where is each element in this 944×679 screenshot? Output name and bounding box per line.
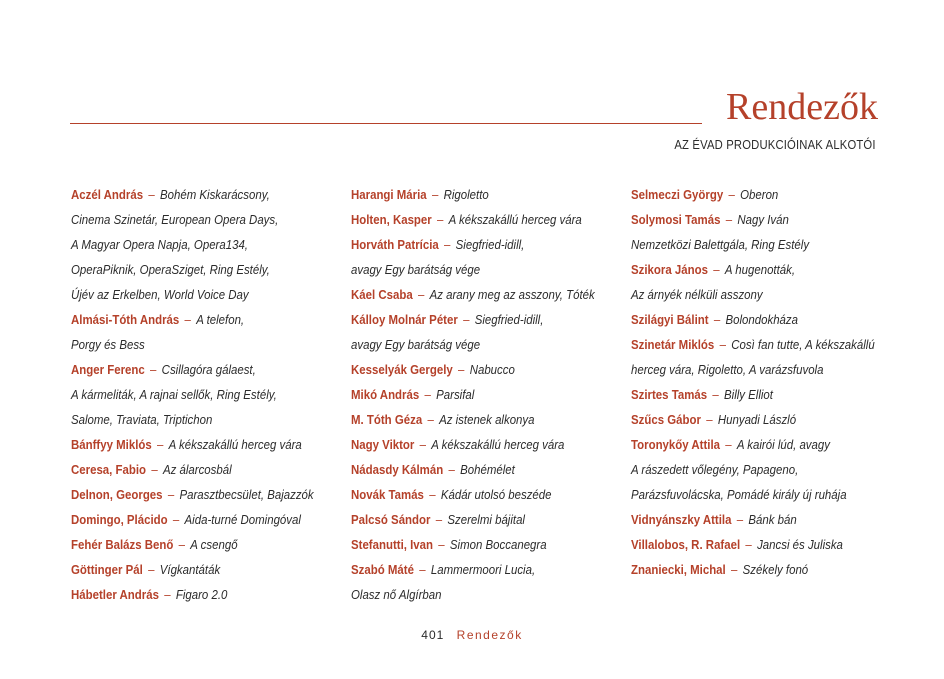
director-entry [71,560,322,585]
director-entry [71,460,322,485]
production-titles: Szerelmi bájital [447,512,525,527]
director-entry [351,360,602,385]
director-name: Mikó András [351,387,420,402]
director-entry [631,310,882,335]
production-titles: Nemzetközi Balettgála, Ring Estély [631,237,810,252]
separator-dash: – [448,462,455,477]
separator-dash: – [712,387,719,402]
director-entry [71,535,322,560]
director-name: Solymosi Tamás [631,212,721,227]
director-entry [71,585,322,610]
director-name: Delnon, Georges [71,487,163,502]
separator-dash: – [706,412,713,427]
production-titles: Parasztbecsület, Bajazzók [179,487,314,502]
separator-dash: – [431,187,439,202]
director-entry [631,435,882,460]
production-titles: A kékszakállú herceg vára [448,212,582,227]
production-titles: Olasz nő Algírban [351,587,442,602]
director-entry [71,310,322,335]
director-entry [351,560,602,585]
director-name: Toronykőy Attila [631,437,720,452]
director-entry [351,460,602,485]
separator-dash: – [178,537,186,552]
page-subtitle: AZ ÉVAD PRODUKCIÓINAK ALKOTÓI [674,138,876,152]
director-entry-continuation [351,335,602,360]
director-name: Kálloy Molnár Péter [351,312,458,327]
production-titles: A kármeliták, A rajnai sellők, Ring Estély, [71,387,277,402]
footer-section-label: Rendezők [456,628,523,642]
separator-dash: – [167,487,175,502]
director-entry-continuation [71,260,322,285]
director-entry [71,185,322,210]
separator-dash: – [444,237,451,252]
production-titles: A csengő [190,537,238,552]
director-name: Bánffyy Miklós [71,437,152,452]
production-titles: Parázsfuvolácska, Pomádé király új ruhája [631,487,847,502]
separator-dash: – [429,487,436,502]
director-entry [631,410,882,435]
director-name: Novák Tamás [351,487,424,502]
separator-dash: – [458,362,465,377]
director-entry [631,535,882,560]
director-entry-continuation [631,460,882,485]
director-name: Nádasdy Kálmán [351,462,444,477]
director-entry [71,360,322,385]
director-name: Horváth Patrícia [351,237,439,252]
director-name: Nagy Viktor [351,437,415,452]
director-entry [631,335,882,360]
separator-dash: – [713,262,720,277]
director-entry [351,185,602,210]
production-titles: A kékszakállú herceg vára [431,437,565,452]
director-name: Káel Csaba [351,287,413,302]
director-entry [351,235,602,260]
production-titles: Porgy és Bess [71,337,145,352]
production-titles: Nagy Iván [737,212,789,227]
production-titles: Bohémélet [460,462,515,477]
production-titles: Az álarcosbál [162,462,232,477]
director-entry [351,435,602,460]
separator-dash: – [151,462,158,477]
separator-dash: – [745,537,752,552]
separator-dash: – [427,412,434,427]
director-name: Kesselyák Gergely [351,362,453,377]
director-name: Hábetler András [71,587,159,602]
director-entry [631,560,882,585]
production-titles: Az árnyék nélküli asszony [631,287,763,302]
director-entry-continuation [351,585,602,610]
production-titles: Siegfried-idill, [474,312,544,327]
production-titles: Così fan tutte, A kékszakállú [731,337,875,352]
director-name: Villalobos, R. Rafael [631,537,741,552]
production-titles: Oberon [740,187,779,202]
production-titles: Újév az Erkelben, World Voice Day [71,287,249,302]
director-entry-continuation [71,385,322,410]
director-entry-continuation [71,210,322,235]
separator-dash: – [157,437,164,452]
production-titles: Aida-turné Domingóval [184,512,301,527]
director-name: Szinetár Miklós [631,337,715,352]
production-titles: A kékszakállú herceg vára [168,437,302,452]
production-titles: Cinema Szinetár, European Opera Days, [71,212,279,227]
separator-dash: – [719,337,726,352]
production-titles: Az istenek alkonya [439,412,535,427]
production-titles: avagy Egy barátság vége [351,337,481,352]
separator-dash: – [731,562,738,577]
separator-dash: – [728,187,735,202]
production-titles: Salome, Traviata, Triptichon [71,412,213,427]
director-name: Selmeczi György [631,187,724,202]
director-entry [71,485,322,510]
director-name: Aczél András [71,187,144,202]
production-titles: herceg vára, Rigoletto, A varázsfuvola [631,362,824,377]
column-2 [351,185,636,610]
separator-dash: – [164,587,171,602]
director-entry [351,210,602,235]
director-name: Göttinger Pál [71,562,143,577]
director-entry [631,185,882,210]
director-name: Szikora János [631,262,708,277]
separator-dash: – [437,212,444,227]
director-name: Holten, Kasper [351,212,432,227]
separator-dash: – [435,512,443,527]
production-titles: Bohém Kiskarácsony, [159,187,270,202]
director-entry-continuation [631,485,882,510]
separator-dash: – [725,437,732,452]
director-entry-continuation [71,285,322,310]
page-number: 401 [421,628,445,642]
production-titles: Parsifal [436,387,475,402]
separator-dash: – [148,187,155,202]
production-titles: Nabucco [469,362,515,377]
director-name: Anger Ferenc [71,362,145,377]
production-titles: A telefon, [196,312,245,327]
director-entry-continuation [71,410,322,435]
director-name: Szilágyi Bálint [631,312,709,327]
column-1 [71,185,356,610]
director-entry [351,485,602,510]
production-titles: Hunyadi László [717,412,797,427]
production-titles: A kairói lúd, avagy [736,437,830,452]
director-name: Stefanutti, Ivan [351,537,434,552]
director-name: Szabó Máté [351,562,414,577]
director-name: Fehér Balázs Benő [71,537,174,552]
director-entry [631,385,882,410]
header-rule [70,123,702,124]
separator-dash: – [424,387,431,402]
production-titles: Simon Boccanegra [449,537,547,552]
production-titles: Csillagóra gálaest, [161,362,256,377]
director-name: Vidnyánszky Attila [631,512,732,527]
director-entry-continuation [351,260,602,285]
director-entry [351,285,602,310]
production-titles: A rászedett vőlegény, Papageno, [631,462,799,477]
separator-dash: – [417,287,425,302]
production-titles: Jancsi és Juliska [757,537,843,552]
separator-dash: – [148,562,155,577]
director-entry-continuation [631,235,882,260]
separator-dash: – [419,437,427,452]
production-titles: A hugenották, [724,262,796,277]
separator-dash: – [419,562,426,577]
production-titles: A Magyar Opera Napja, Opera134, [71,237,249,252]
production-titles: Székely fonó [742,562,809,577]
director-entry-continuation [71,335,322,360]
production-titles: Kádár utolsó beszéde [440,487,552,502]
column-3 [631,185,916,585]
production-titles: Bolondokháza [725,312,799,327]
production-titles: Bánk bán [748,512,797,527]
director-name: Ceresa, Fabio [71,462,147,477]
production-titles: Lammermoori Lucia, [430,562,536,577]
page-title: Rendezők [726,86,878,128]
director-entry [351,410,602,435]
director-entry [351,385,602,410]
production-titles: avagy Egy barátság vége [351,262,481,277]
director-name: Palcsó Sándor [351,512,431,527]
director-name: Szirtes Tamás [631,387,708,402]
director-entry [631,510,882,535]
director-name: Znaniecki, Michal [631,562,726,577]
director-name: Domingo, Plácido [71,512,168,527]
production-titles: Siegfried-idill, [455,237,525,252]
director-entry-continuation [631,360,882,385]
director-name: Szűcs Gábor [631,412,701,427]
separator-dash: – [713,312,721,327]
separator-dash: – [150,362,157,377]
director-name: Harangi Mária [351,187,427,202]
separator-dash: – [438,537,445,552]
production-titles: Az arany meg az asszony, Tóték [429,287,595,302]
production-titles: Figaro 2.0 [175,587,228,602]
director-entry-continuation [71,235,322,260]
director-entry [631,260,882,285]
director-entry [351,535,602,560]
director-entry [71,510,322,535]
separator-dash: – [736,512,744,527]
separator-dash: – [184,312,191,327]
separator-dash: – [172,512,180,527]
director-entry [351,510,602,535]
director-entry-continuation [631,285,882,310]
director-entry [631,210,882,235]
production-titles: Billy Elliot [724,387,773,402]
production-titles: Vígkantáták [159,562,221,577]
production-titles: OperaPiknik, OperaSziget, Ring Estély, [71,262,270,277]
director-entry [351,310,602,335]
production-titles: Rigoletto [443,187,489,202]
page-footer [0,628,944,642]
separator-dash: – [725,212,733,227]
director-name: M. Tóth Géza [351,412,423,427]
director-name: Almási-Tóth András [71,312,180,327]
separator-dash: – [463,312,470,327]
director-entry [71,435,322,460]
